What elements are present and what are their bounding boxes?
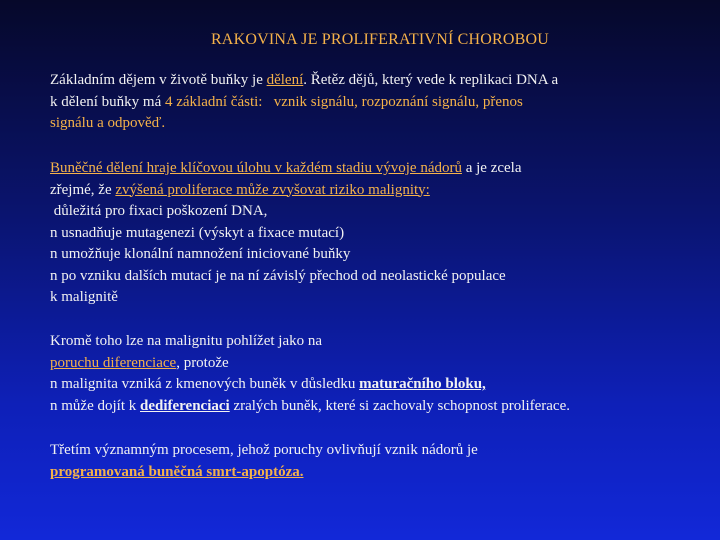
p2-line-4: n usnadňuje mutagenezi (výskyt a fixace mutací) <box>50 224 345 241</box>
p2-line-7: k malignitě <box>50 289 118 305</box>
p4-line-2: programovaná buněčná smrt-apoptóza. <box>50 463 304 480</box>
p3-text-4a: n může dojít k <box>50 397 140 414</box>
p3-line-1: Kromě toho lze na malignitu pohlížet jako na <box>50 333 323 349</box>
paragraph-differentiation <box>50 331 715 417</box>
p3-text-3a: n malignita vzniká z kmenových buněk v důsledku <box>50 376 360 392</box>
p1-text-1c: . Řetěz dějů, který vede k replikaci DNA a <box>303 72 559 88</box>
p1-line-3: signálu a odpověď. <box>50 115 166 131</box>
p3-line-4 <box>50 396 715 418</box>
p2-line-6: n po vzniku dalších mutací je na ní závislý přechod od neolastické populace <box>50 267 506 284</box>
p1-text-delen: dělení <box>266 72 304 88</box>
p3-text-4c: zralých buněk, které si zachovaly schopnost proliferace. <box>229 397 570 414</box>
paragraph-apoptosis <box>50 440 715 483</box>
p3-text-2a: poruchu diferenciace <box>50 354 177 371</box>
p2-text-1b: a je zcela <box>461 160 522 176</box>
p1-line-2 <box>50 92 715 114</box>
p1-text-2c: vznik signálu, rozpoznání signálu, přenos <box>262 93 523 110</box>
paragraph-cell-division <box>50 70 715 135</box>
p2-line-2 <box>50 180 715 202</box>
p4-line-1: Třetím významným procesem, jehož poruchy ovlivňují vznik nádorů je <box>50 442 478 458</box>
p3-text-4b: dediferenciaci <box>140 397 230 414</box>
p3-line-2 <box>50 353 715 375</box>
p1-text-1a: Základním dějem v životě buňky je <box>50 72 267 88</box>
p2-text-2b: zvýšená proliferace může zvyšovat riziko malignity: <box>115 181 430 198</box>
p3-line-3 <box>50 374 715 396</box>
p2-line-3: důležitá pro fixaci poškození DNA, <box>50 203 268 219</box>
p2-text-2a: zřejmé, že <box>50 181 116 198</box>
slide-title: RAKOVINA JE PROLIFERATIVNÍ CHOROBOU <box>210 31 550 48</box>
paragraph-proliferation <box>50 158 715 309</box>
p2-text-1a: Buněčné dělení hraje klíčovou úlohu v každém stadiu vývoje nádorů <box>50 160 462 176</box>
p3-text-2b: , protože <box>176 354 229 371</box>
p2-line-5: n umožňuje klonální namnožení iniciované buňky <box>50 246 351 262</box>
p1-text-parts: 4 základní části: <box>164 93 263 110</box>
p1-text-2a: k dělení buňky má <box>50 93 165 110</box>
p1-line-1 <box>50 70 715 92</box>
p2-line-1 <box>50 158 715 180</box>
p3-text-3b: maturačního bloku, <box>359 376 486 392</box>
